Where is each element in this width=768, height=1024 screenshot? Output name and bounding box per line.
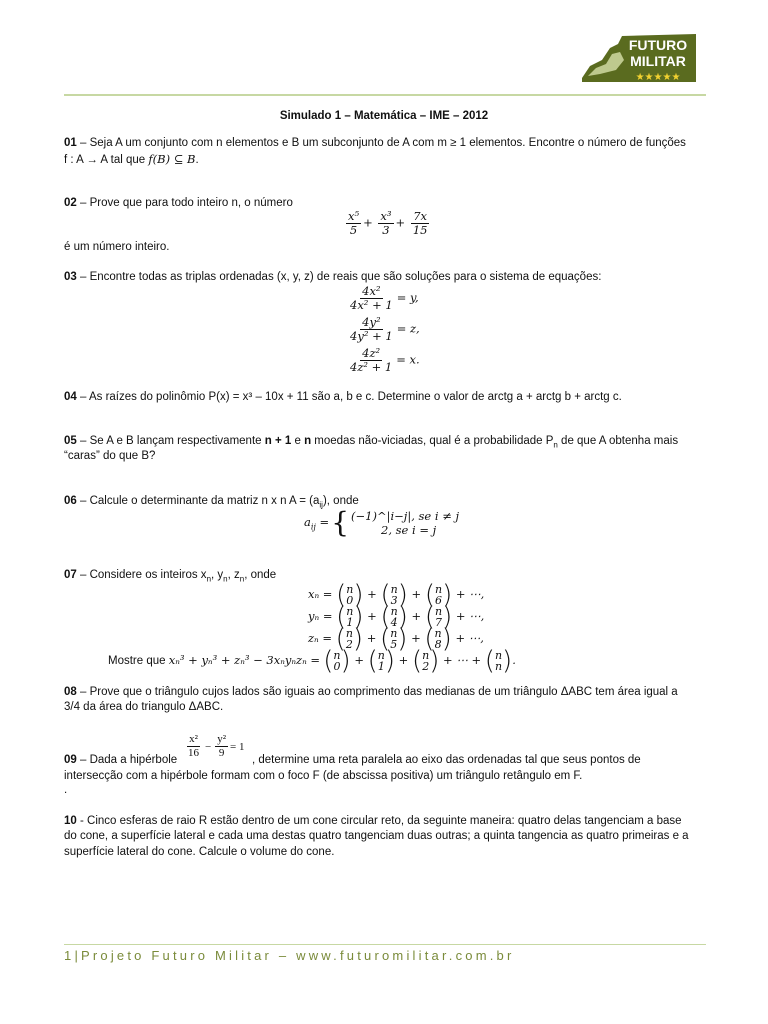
question-number: 07 bbox=[64, 569, 77, 581]
question-number: 08 bbox=[64, 686, 77, 698]
question-05-line2: “caras” do que B? bbox=[64, 450, 156, 462]
header-rule bbox=[64, 94, 706, 96]
expression-polynomial-fraction: $\frac{\text{x⁵}}{5}$ + $\frac{\text{x³}}{3}$ + $\frac{7x}{15}$ bbox=[348, 209, 428, 237]
question-number: 03 bbox=[64, 271, 77, 283]
binomial-sum-z: zₙ = ( n 2 ) + ( n 5 ) + ( n 8 ) + ⋯, bbox=[308, 624, 484, 654]
question-text: – Seja A um conjunto com n elementos e B um subconjunto de A com m ≥ 1 elementos. Encontre o número de funções bbox=[76, 137, 686, 149]
question-number: 10 bbox=[64, 815, 77, 827]
question-09: 09 – Dada a hipérbole bbox=[64, 754, 178, 766]
question-09-text: , determine uma reta paralela ao eixo das ordenadas tal que seus pontos de bbox=[252, 754, 641, 766]
question-01-line2 bbox=[64, 152, 199, 166]
binomial-sum-x: xₙ = ( n 0 ) + ( n 3 ) + ( n 6 ) + ⋯, bbox=[308, 580, 485, 610]
question-05: 05 – Se A e B lançam respectivamente n + 1 e n moedas não-viciadas, qual é a probabilidade $P_n$ de que A obtenha mais bbox=[64, 435, 679, 450]
svg-text:MILITAR: MILITAR bbox=[630, 53, 686, 69]
brace-icon: { bbox=[331, 506, 350, 539]
question-10-line3: superfície lateral do cone. Calcule o volume do cone. bbox=[64, 846, 335, 858]
question-number: 02 bbox=[64, 197, 77, 209]
question-10-line2: do cone, a superfície lateral e cada uma destas quatro tangenciam duas outras; a quinta tangencia as quatro primeiras e a bbox=[64, 830, 689, 842]
question-number: 04 bbox=[64, 391, 77, 403]
question-02-after: é um número inteiro. bbox=[64, 241, 170, 253]
equation-system-line-2: $\frac{\text{4y²}}{\text{4y² + 1}}$ = z, bbox=[350, 315, 420, 343]
question-09-line3: . bbox=[64, 784, 68, 796]
question-08: 08 – Prove que o triângulo cujos lados são iguais ao comprimento das medianas de um triângulo ΔABC tem área igual a bbox=[64, 686, 678, 698]
svg-text:★★★★★: ★★★★★ bbox=[635, 72, 681, 83]
futuro-militar-logo bbox=[580, 30, 698, 89]
matrix-entry-definition: $a_{ij}$ = { (−1)^|i−j|, se i ≠ j 2, se i = j bbox=[304, 506, 460, 539]
footer-text: Projeto Futuro Militar – www.futuromilitar.com.br bbox=[81, 948, 515, 963]
equation-system-line-3: $\frac{\text{4z²}}{\text{4z² + 1}}$ = x. bbox=[350, 346, 420, 374]
question-07: 07 – Considere os inteiros $x_n$, $y_n$, $z_n$, onde bbox=[64, 569, 277, 584]
footer-rule bbox=[64, 944, 706, 945]
question-number: 01 bbox=[64, 137, 77, 149]
question-number: 06 bbox=[64, 495, 77, 507]
question-02 bbox=[64, 197, 293, 209]
question-06: 06 – Calcule o determinante da matriz n x n $A = (a_{ij})$, onde bbox=[64, 495, 359, 510]
logo-emblem-icon bbox=[580, 30, 698, 86]
math-expression: f(B) ⊆ B bbox=[148, 152, 196, 166]
question-09-line2: intersecção com a hipérbole formam com o foco F (de abscissa positiva) um triângulo retângulo em F. bbox=[64, 770, 583, 782]
question-number: 05 bbox=[64, 435, 77, 447]
question-10: 10 - Cinco esferas de raio R estão dentro de um cone circular reto, da seguinte maneira: quatro delas tangenciam a base bbox=[64, 815, 682, 827]
page-title: Simulado 1 – Matemática – IME – 2012 bbox=[279, 110, 489, 122]
question-text: – As raízes do polinômio P(x) = x³ – 10x + 11 são a, b e c. Determine o valor de arctg a + arctg b + arctg c. bbox=[76, 391, 622, 403]
binomial-sum-y: yₙ = ( n 1 ) + ( n 4 ) + ( n 7 ) + ⋯, bbox=[308, 602, 485, 632]
question-text: . bbox=[195, 154, 199, 166]
question-03 bbox=[64, 271, 601, 283]
question-04 bbox=[64, 391, 622, 403]
question-number: 09 bbox=[64, 754, 77, 766]
footer: 1|Projeto Futuro Militar – www.futuromilitar.com.br bbox=[64, 948, 515, 963]
question-01 bbox=[64, 137, 686, 149]
question-text: – Prove que para todo inteiro n, o número bbox=[76, 197, 293, 209]
question-text: – Encontre todas as triplas ordenadas (x, y, z) de reais que são soluções para o sistema de equações: bbox=[76, 271, 602, 283]
page-number: 1 bbox=[64, 948, 75, 963]
equation-system-line-1: $\frac{\text{4x²}}{\text{4x² + 1}}$ = y, bbox=[350, 284, 419, 312]
question-text: f : A → A tal que bbox=[64, 154, 149, 166]
hyperbola-equation: $\frac{\text{x²}}{16}$ − $\frac{\text{y²}}{9}$ = 1 bbox=[188, 733, 245, 759]
question-07-show: Mostre que xₙ³ + yₙ³ + zₙ³ − 3xₙyₙzₙ = ( n 0 ) + ( n 1 ) + ( n 2 ) + ⋯ + ( n n ) . bbox=[108, 646, 516, 676]
question-08-line2: 3/4 da área do triangulo ΔABC. bbox=[64, 701, 224, 713]
svg-text:FUTURO: FUTURO bbox=[628, 37, 688, 53]
